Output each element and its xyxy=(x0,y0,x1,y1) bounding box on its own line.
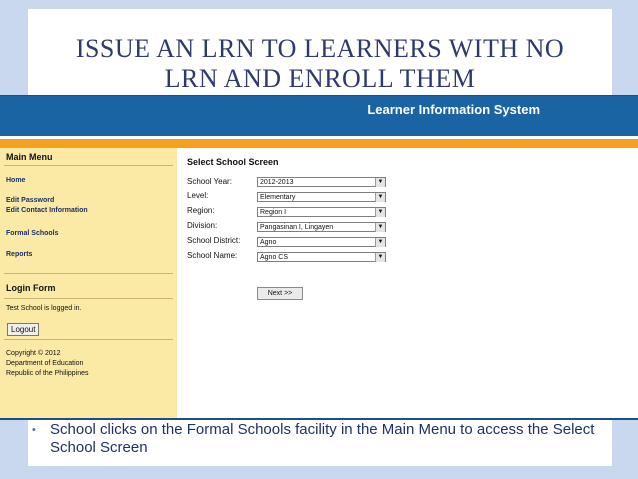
accent-band xyxy=(0,139,638,148)
slide-title-line-2: LRN AND ENROLL THEM xyxy=(164,64,476,93)
level-value: Elementary xyxy=(260,194,296,201)
division-label: Division: xyxy=(187,221,218,230)
division-select[interactable] xyxy=(257,222,386,232)
sidebar-item-formal-schools[interactable]: Formal Schools xyxy=(6,230,59,237)
region-select[interactable] xyxy=(257,207,386,217)
slide-title xyxy=(28,34,612,94)
school-district-label: School District: xyxy=(187,236,241,245)
school-name-select[interactable] xyxy=(257,252,386,262)
sidebar-item-home[interactable]: Home xyxy=(6,177,26,184)
main-content xyxy=(177,148,638,418)
logout-button[interactable]: Logout xyxy=(7,323,39,336)
sidebar-divider xyxy=(4,165,173,166)
division-value: Pangasinan I, Lingayen xyxy=(260,224,334,231)
level-label: Level: xyxy=(187,191,209,200)
bullet-item xyxy=(32,421,604,457)
bullet-icon: • xyxy=(32,424,36,436)
school-district-select[interactable] xyxy=(257,237,386,247)
chevron-down-icon[interactable]: ▼ xyxy=(375,238,385,247)
sidebar xyxy=(0,148,177,418)
sidebar-item-reports[interactable]: Reports xyxy=(6,251,33,258)
chevron-down-icon[interactable]: ▼ xyxy=(375,223,385,232)
main-menu-heading: Main Menu xyxy=(6,152,53,162)
copyright-line-2: Department of Education xyxy=(6,360,84,367)
school-name-value: Agno CS xyxy=(260,254,289,261)
region-value: Region I xyxy=(260,209,287,216)
chevron-down-icon[interactable]: ▼ xyxy=(375,178,385,187)
copyright-line-1: Copyright © 2012 xyxy=(6,350,61,357)
school-district-value: Agno xyxy=(260,239,277,246)
sidebar-item-edit-contact[interactable]: Edit Contact Information xyxy=(6,207,88,214)
login-form-heading: Login Form xyxy=(6,283,56,293)
slide-border-top xyxy=(0,0,638,9)
login-status-text: Test School is logged in. xyxy=(6,305,82,312)
school-name-label: School Name: xyxy=(187,251,238,260)
region-label: Region: xyxy=(187,206,215,215)
slide-border-bottom xyxy=(0,466,638,479)
app-banner xyxy=(0,96,638,136)
sidebar-divider xyxy=(4,273,173,274)
school-year-label: School Year: xyxy=(187,177,232,186)
next-button[interactable]: Next >> xyxy=(257,287,303,300)
level-select[interactable] xyxy=(257,192,386,202)
sidebar-divider xyxy=(4,298,173,299)
school-year-value: 2012-2013 xyxy=(260,179,294,186)
form-title: Select School Screen xyxy=(187,157,279,167)
school-year-select[interactable] xyxy=(257,177,386,187)
sidebar-divider xyxy=(4,339,173,340)
chevron-down-icon[interactable]: ▼ xyxy=(375,193,385,202)
chevron-down-icon[interactable]: ▼ xyxy=(375,208,385,217)
app-title: Learner Information System xyxy=(367,102,540,117)
bullet-text: School clicks on the Formal Schools facility in the Main Menu to access the Select School Screen xyxy=(50,421,595,456)
chevron-down-icon[interactable]: ▼ xyxy=(375,253,385,262)
slide-title-line-1: ISSUE AN LRN TO LEARNERS WITH NO xyxy=(75,34,565,63)
copyright-line-3: Republic of the Philippines xyxy=(6,370,89,377)
app-screenshot xyxy=(0,95,638,420)
sidebar-item-edit-password[interactable]: Edit Password xyxy=(6,197,55,204)
